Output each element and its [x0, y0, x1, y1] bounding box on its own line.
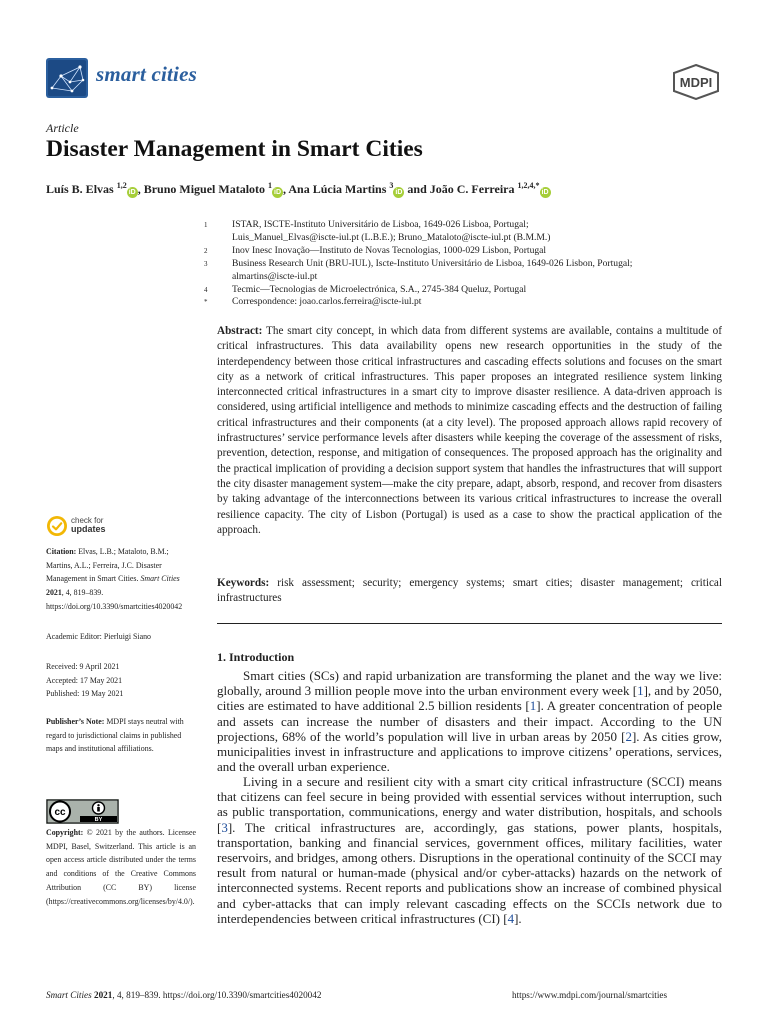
cc-by-license-icon[interactable]	[46, 799, 119, 824]
affiliation-line: ISTAR, ISCTE-Instituto Universitário de Lisboa, 1649-026 Lisboa, Portugal;	[232, 219, 529, 230]
keywords-label: Keywords:	[217, 577, 270, 589]
orcid-icon[interactable]: iD	[128, 189, 136, 196]
paragraph-text: ]. As cities grow, municipalities invest in infrastructure and applications to improve citizens’ operations, services, and the overall urban experience.	[217, 728, 722, 775]
keywords-text: risk assessment; security; emergency systems; smart cities; disaster management; critical infrastructures	[217, 577, 723, 605]
footer-journal: Smart Cities	[46, 990, 92, 1000]
affiliation-row	[204, 258, 724, 284]
published-date: Published: 19 May 2021	[46, 689, 124, 699]
citation-year: 2021	[46, 588, 62, 598]
divider	[217, 623, 722, 624]
received-date: Received: 9 April 2021	[46, 662, 120, 671]
accepted-date: Accepted: 17 May 2021	[46, 675, 123, 685]
copyright-text: © 2021 by the authors. Licensee MDPI, Basel, Switzerland. This article is an open access article distributed under the terms and conditions of the Creative Commons Attribution (CC BY) license (https://creativecommons.org/licenses/by/4.0/).	[46, 828, 196, 906]
author-affiliation-sup: 1,2	[116, 181, 127, 190]
abstract-label: Abstract:	[217, 325, 263, 337]
paragraph-text: ].	[514, 910, 522, 926]
affiliation-number: 1	[204, 221, 208, 229]
publisher-note	[46, 715, 196, 756]
affiliation-line: Tecmic—Tecnologias de Microelectrónica, S.A., 2745-384 Queluz, Portugal	[232, 283, 527, 295]
paragraph-text: ]. The critical infrastructures are, accordingly, gas stations, power plants, hospitals, transportation, banking and financial services, government offices, military facilities, water reservoirs, and bridges, among others. Disruptions in the operational continuity of the SCCI may result from natural or human-made (physical and/or cyber-attacks) hazards on the network of interconnected systems. Recent reports and publications show an increase of combined physical and cyber-attacks that can imply relevant cascading effects on the SCCIs network due to interdependencies between critical infrastructures (CI) [	[217, 819, 722, 926]
citation-text: Elvas, L.B.; Mataloto, B.M.; Martins, A.L.; Ferreira, J.C. Disaster Management in Smart Cities.	[46, 547, 169, 584]
affiliation-number: 2	[204, 246, 208, 255]
citation-label: Citation:	[46, 547, 77, 556]
footer-year: 2021	[93, 990, 113, 1000]
check-updates-line2: updates	[71, 524, 106, 534]
publication-dates	[46, 660, 196, 701]
author-name[interactable]: Ana Lúcia Martins	[288, 182, 387, 196]
reference-link[interactable]: 1	[529, 698, 537, 714]
abstract	[217, 324, 722, 538]
footer-doi[interactable]: , 4, 819–839. https://doi.org/10.3390/smartcities4020042	[112, 990, 322, 1000]
affiliation-line[interactable]: Luis_Manuel_Elvas@iscte-iul.pt (L.B.E.); Bruno_Mataloto@iscte-iul.pt (B.M.M.)	[232, 231, 551, 243]
affiliations	[204, 219, 724, 309]
affiliation-row	[204, 284, 724, 297]
journal-name: smart cities	[96, 62, 197, 86]
check-updates-text	[71, 516, 106, 534]
paragraph-text: ]. A greater concentration of people and assets can increase the number of disasters and their impact. According to the UN projections, 68% of the world’s population will live in urban areas by 2050 [	[217, 698, 723, 744]
affiliation-number: 3	[204, 259, 208, 268]
author-separator: and	[404, 182, 430, 196]
correspondence-line[interactable]: Correspondence: joao.carlos.ferreira@iscte-iul.pt	[232, 296, 422, 308]
footer-journal-url[interactable]: https://www.mdpi.com/journal/smartcities	[512, 990, 668, 1000]
author-separator: ,	[283, 182, 289, 196]
copyright-notice	[46, 826, 196, 908]
abstract-text: The smart city concept, in which data from different systems are available, contains a multitude of critical infrastructures. This data availability opens new research opportunities in the study of the interdependency between those critical infrastructures and cascading effects solutions and focuses on the smart city as a network of critical infrastructures. This paper proposes an integrated resilience system linking interconnected critical infrastructures in a smart city to improve disaster resilience. A data-driven approach is considered, using artificial intelligence and methods to minimize cascading effects and the destruction of failing critical infrastructures and their components (at a city level). The proposed approach allows rapid recovery of infrastructures’ service performance levels after disasters while keeping the coverage of the assessment of risks, prevention, detection, response, and mitigation of consequences. The proposed approach has the originality and the practical implication of providing a decision support system that handles the infrastructures that will support the city disaster management system—make the city prepare, adapt, absorb, respond, and recover from disasters by taking advantage of the interconnections between its various critical infrastructures to increase the overall resilience capacity. The city of Lisbon (Portugal) is used as a case to show the practical application of the approach.	[217, 325, 722, 536]
mdpi-logo-icon[interactable]	[670, 64, 722, 100]
author-list	[46, 181, 551, 198]
affiliation-line: Business Research Unit (BRU-IUL), Iscte-Instituto Universitário de Lisboa, 1649-026 Lisbon, Portugal;	[232, 257, 633, 269]
citation	[46, 545, 196, 614]
publisher-note-text: MDPI stays neutral with regard to jurisdictional claims in published maps and institutional affiliations.	[46, 717, 184, 754]
affiliation-row	[204, 219, 724, 245]
intro-paragraph-2	[217, 774, 722, 926]
check-updates-line1: check for	[71, 516, 104, 525]
reference-link[interactable]: 3	[221, 819, 228, 835]
author-affiliation-sup: 1,2,4,*	[517, 181, 540, 190]
keywords	[217, 576, 722, 607]
copyright-label: Copyright:	[46, 828, 84, 837]
publisher-name: MDPI	[679, 75, 713, 90]
orcid-icon[interactable]: iD	[541, 189, 549, 196]
citation-journal: Smart Cities	[140, 574, 180, 584]
article-type: Article	[46, 121, 79, 135]
orcid-icon[interactable]: iD	[395, 189, 403, 196]
paragraph-text: ], and by 2050, cities are estimated to have additional 2.5 billion residents [	[217, 683, 722, 714]
check-updates-icon	[46, 515, 68, 537]
cc-by-text: BY	[94, 817, 103, 823]
affiliation-number: *	[204, 298, 208, 307]
affiliation-row	[204, 245, 724, 258]
orcid-icon[interactable]: iD	[274, 189, 282, 196]
author-name[interactable]: Bruno Miguel Mataloto	[143, 182, 266, 196]
page-title: Disaster Management in Smart Cities	[46, 136, 423, 162]
author-affiliation-sup: 3	[389, 181, 394, 190]
footer-citation	[46, 990, 321, 1000]
paragraph-text: Smart cities (SCs) and rapid urbanization are transforming the planet and the way we live: globally, around 3 million people move into the urban environment every week [	[217, 668, 722, 699]
author-name[interactable]: Luís B. Elvas	[46, 182, 114, 196]
journal-logo-icon	[46, 58, 88, 98]
affiliation-line: Inov Inesc Inovação—Instituto de Novas Tecnologias, 1000-029 Lisbon, Portugal	[232, 244, 547, 256]
intro-paragraph-1	[217, 668, 722, 774]
reference-link[interactable]: 2	[625, 728, 632, 744]
svg-text:cc: cc	[54, 807, 66, 818]
author-separator: ,	[137, 182, 144, 196]
check-for-updates-button[interactable]	[46, 515, 156, 543]
publisher-note-label: Publisher’s Note:	[46, 717, 105, 726]
reference-link[interactable]: 4	[507, 910, 515, 926]
paragraph-text: Living in a secure and resilient city with a smart city critical infrastructure (SCCI) means that citizens can feel secure in being provided with essential services without interruption, such as public transportation, communications, energy and water distribution, hospitals, and schools [	[217, 774, 722, 835]
reference-link[interactable]: 1	[637, 683, 644, 699]
affiliation-row	[204, 296, 724, 309]
section-heading: 1. Introduction	[217, 650, 295, 664]
affiliation-number: 4	[204, 285, 208, 294]
academic-editor: Academic Editor: Pierluigi Siano	[46, 632, 151, 641]
citation-doi[interactable]: , 4, 819–839. https://doi.org/10.3390/smartcities4020042	[46, 588, 183, 611]
author-name[interactable]: João C. Ferreira	[429, 182, 515, 196]
author-affiliation-sup: 1	[268, 181, 273, 190]
affiliation-line[interactable]: almartins@iscte-iul.pt	[232, 270, 318, 282]
